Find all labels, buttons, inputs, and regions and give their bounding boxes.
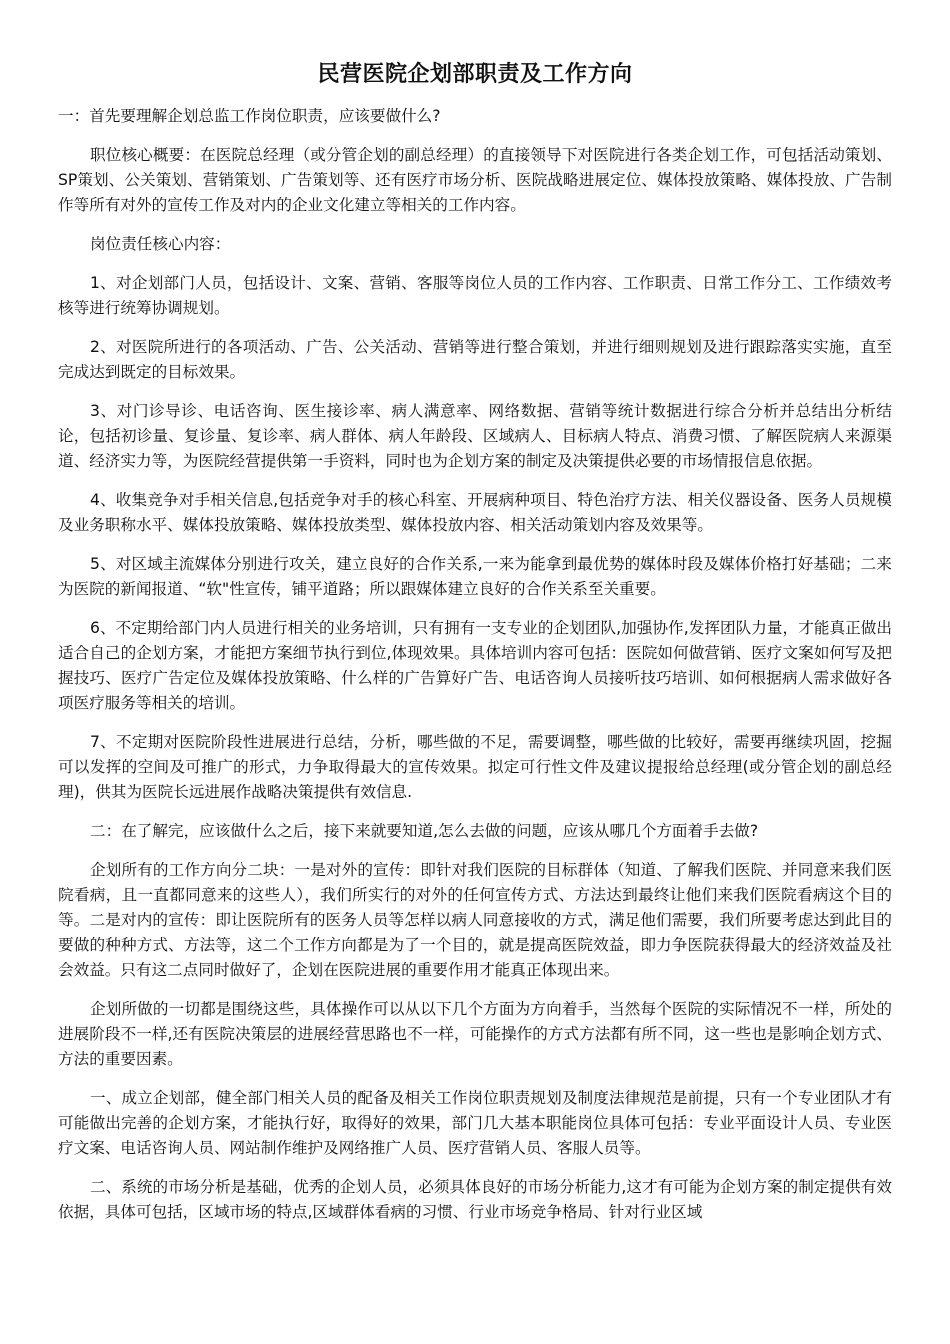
paragraph-duty-4: 4、收集竞争对手相关信息,包括竞争对手的核心科室、开展病种项目、特色治疗方法、相关仪器设备、医务人员规模及业务职称水平、媒体投放策略、媒体投放类型、媒体投放内容、相关活动策划内容及效果等。 [58, 491, 892, 534]
paragraph-duty-5: 5、对区域主流媒体分别进行攻关，建立良好的合作关系,一来为能拿到最优势的媒体时段及媒体价格打好基础；二来为医院的新闻报道、“软"性宣传，铺平道路；所以跟媒体建立良好的合作关系至关重要。 [58, 555, 892, 598]
paragraph-work-directions: 企划所有的工作方向分二块：一是对外的宣传：即针对我们医院的目标群体（知道、了解我们医院、并同意来我们医院看病，且一直都同意来的这些人），我们所实行的对外的任何宣传方式、方法达到最终让他们来我们医院看病这个目的等。二是对内的宣传：即让医院所有的医务人员等怎样以病人同意接收的方式，满足他们需要，我们所要考虑达到此目的要做的种种方式、方法等，这二个工作方向都是为了一个目的，就是提高医院效益，即力争医院获得最大的经济效益及社会效益。只有这二点同时做好了，企划在医院进展的重要作用才能真正体现出来。 [58, 861, 892, 979]
paragraph-duty-3: 3、对门诊导诊、电话咨询、医生接诊率、病人满意率、网络数据、营销等统计数据进行综合分析并总结出分析结论，包括初诊量、复诊量、复诊率、病人群体、病人年龄段、区域病人、目标病人特点、消费习惯、了解医院病人来源渠道、经济实力等，为医院经营提供第一手资料，同时也为企划方案的制定及决策提供必要的市场情报信息依据。 [58, 402, 892, 470]
paragraph-core-duties-heading: 岗位责任核心内容： [90, 235, 231, 253]
section-heading-2: 二：在了解完，应该做什么之后，接下来就要知道,怎么去做的问题，应该从哪几个方面着手去做? [90, 822, 759, 840]
section-heading-1: 一：首先要理解企划总监工作岗位职责，应该要做什么? [58, 107, 441, 125]
paragraph-duty-6: 6、不定期给部门内人员进行相关的业务培训，只有拥有一支专业的企划团队,加强协作,发挥团队力量，才能真正做出适合自己的企划方案，才能把方案细节执行到位,体现效果。具体培训内容可包括：医院如何做营销、医疗文案如何写及把握技巧、医疗广告定位及媒体投放策略、什么样的广告算好广告、电话咨询人员接听技巧培训、如何根据病人需求做好各项医疗服务等相关的培训。 [58, 619, 892, 712]
paragraph-operation-approach: 企划所做的一切都是围绕这些，具体操作可以从以下几个方面为方向着手，当然每个医院的实际情况不一样，所处的进展阶段不一样,还有医院决策层的进展经营思路也不一样，可能操作的方式方法都有所不同，这一些也是影响企划方式、方法的重要因素。 [58, 1000, 892, 1068]
paragraph-duty-7: 7、不定期对医院阶段性进展进行总结，分析，哪些做的不足，需要调整，哪些做的比较好，需要再继续巩固，挖掘可以发挥的空间及可推广的形式，力争取得最大的宣传效果。拟定可行性文件及建议提报给总经理(或分管企划的副总经理)，供其为医院长远进展作战略决策提供有效信息. [58, 733, 892, 801]
paragraph-duty-2: 2、对医院所进行的各项活动、广告、公关活动、营销等进行整合策划，并进行细则规划及进行跟踪落实实施，直至完成达到既定的目标效果。 [58, 338, 892, 381]
paragraph-step-1: 一、成立企划部，健全部门相关人员的配备及相关工作岗位职责规划及制度法律规范是前提，只有一个专业团队才有可能做出完善的企划方案，才能执行好，取得好的效果，部门几大基本职能岗位具体可包括：专业平面设计人员、专业医疗文案、电话咨询人员、网站制作维护及网络推广人员、医疗营销人员、客服人员等。 [58, 1089, 892, 1157]
document-page [58, 58, 892, 1239]
paragraph-duty-1: 1、对企划部门人员，包括设计、文案、营销、客服等岗位人员的工作内容、工作职责、日常工作分工、工作绩效考核等进行统筹协调规划。 [58, 274, 892, 317]
document-title: 民营医院企划部职责及工作方向 [317, 62, 633, 87]
paragraph-step-2: 二、系统的市场分析是基础，优秀的企划人员，必须具体良好的市场分析能力,这才有可能为企划方案的制定提供有效依据，具体可包括，区域市场的特点,区域群体看病的习惯、行业市场竞争格局、针对行业区域 [58, 1178, 892, 1221]
paragraph-job-overview: 职位核心概要：在医院总经理（或分管企划的副总经理）的直接领导下对医院进行各类企划工作，可包括活动策划、SP策划、公关策划、营销策划、广告策划等、还有医疗市场分析、医院战略进展定位、媒体投放策略、媒体投放、广告制作等所有对外的宣传工作及对内的企业文化建立等相关的工作内容。 [58, 146, 892, 214]
